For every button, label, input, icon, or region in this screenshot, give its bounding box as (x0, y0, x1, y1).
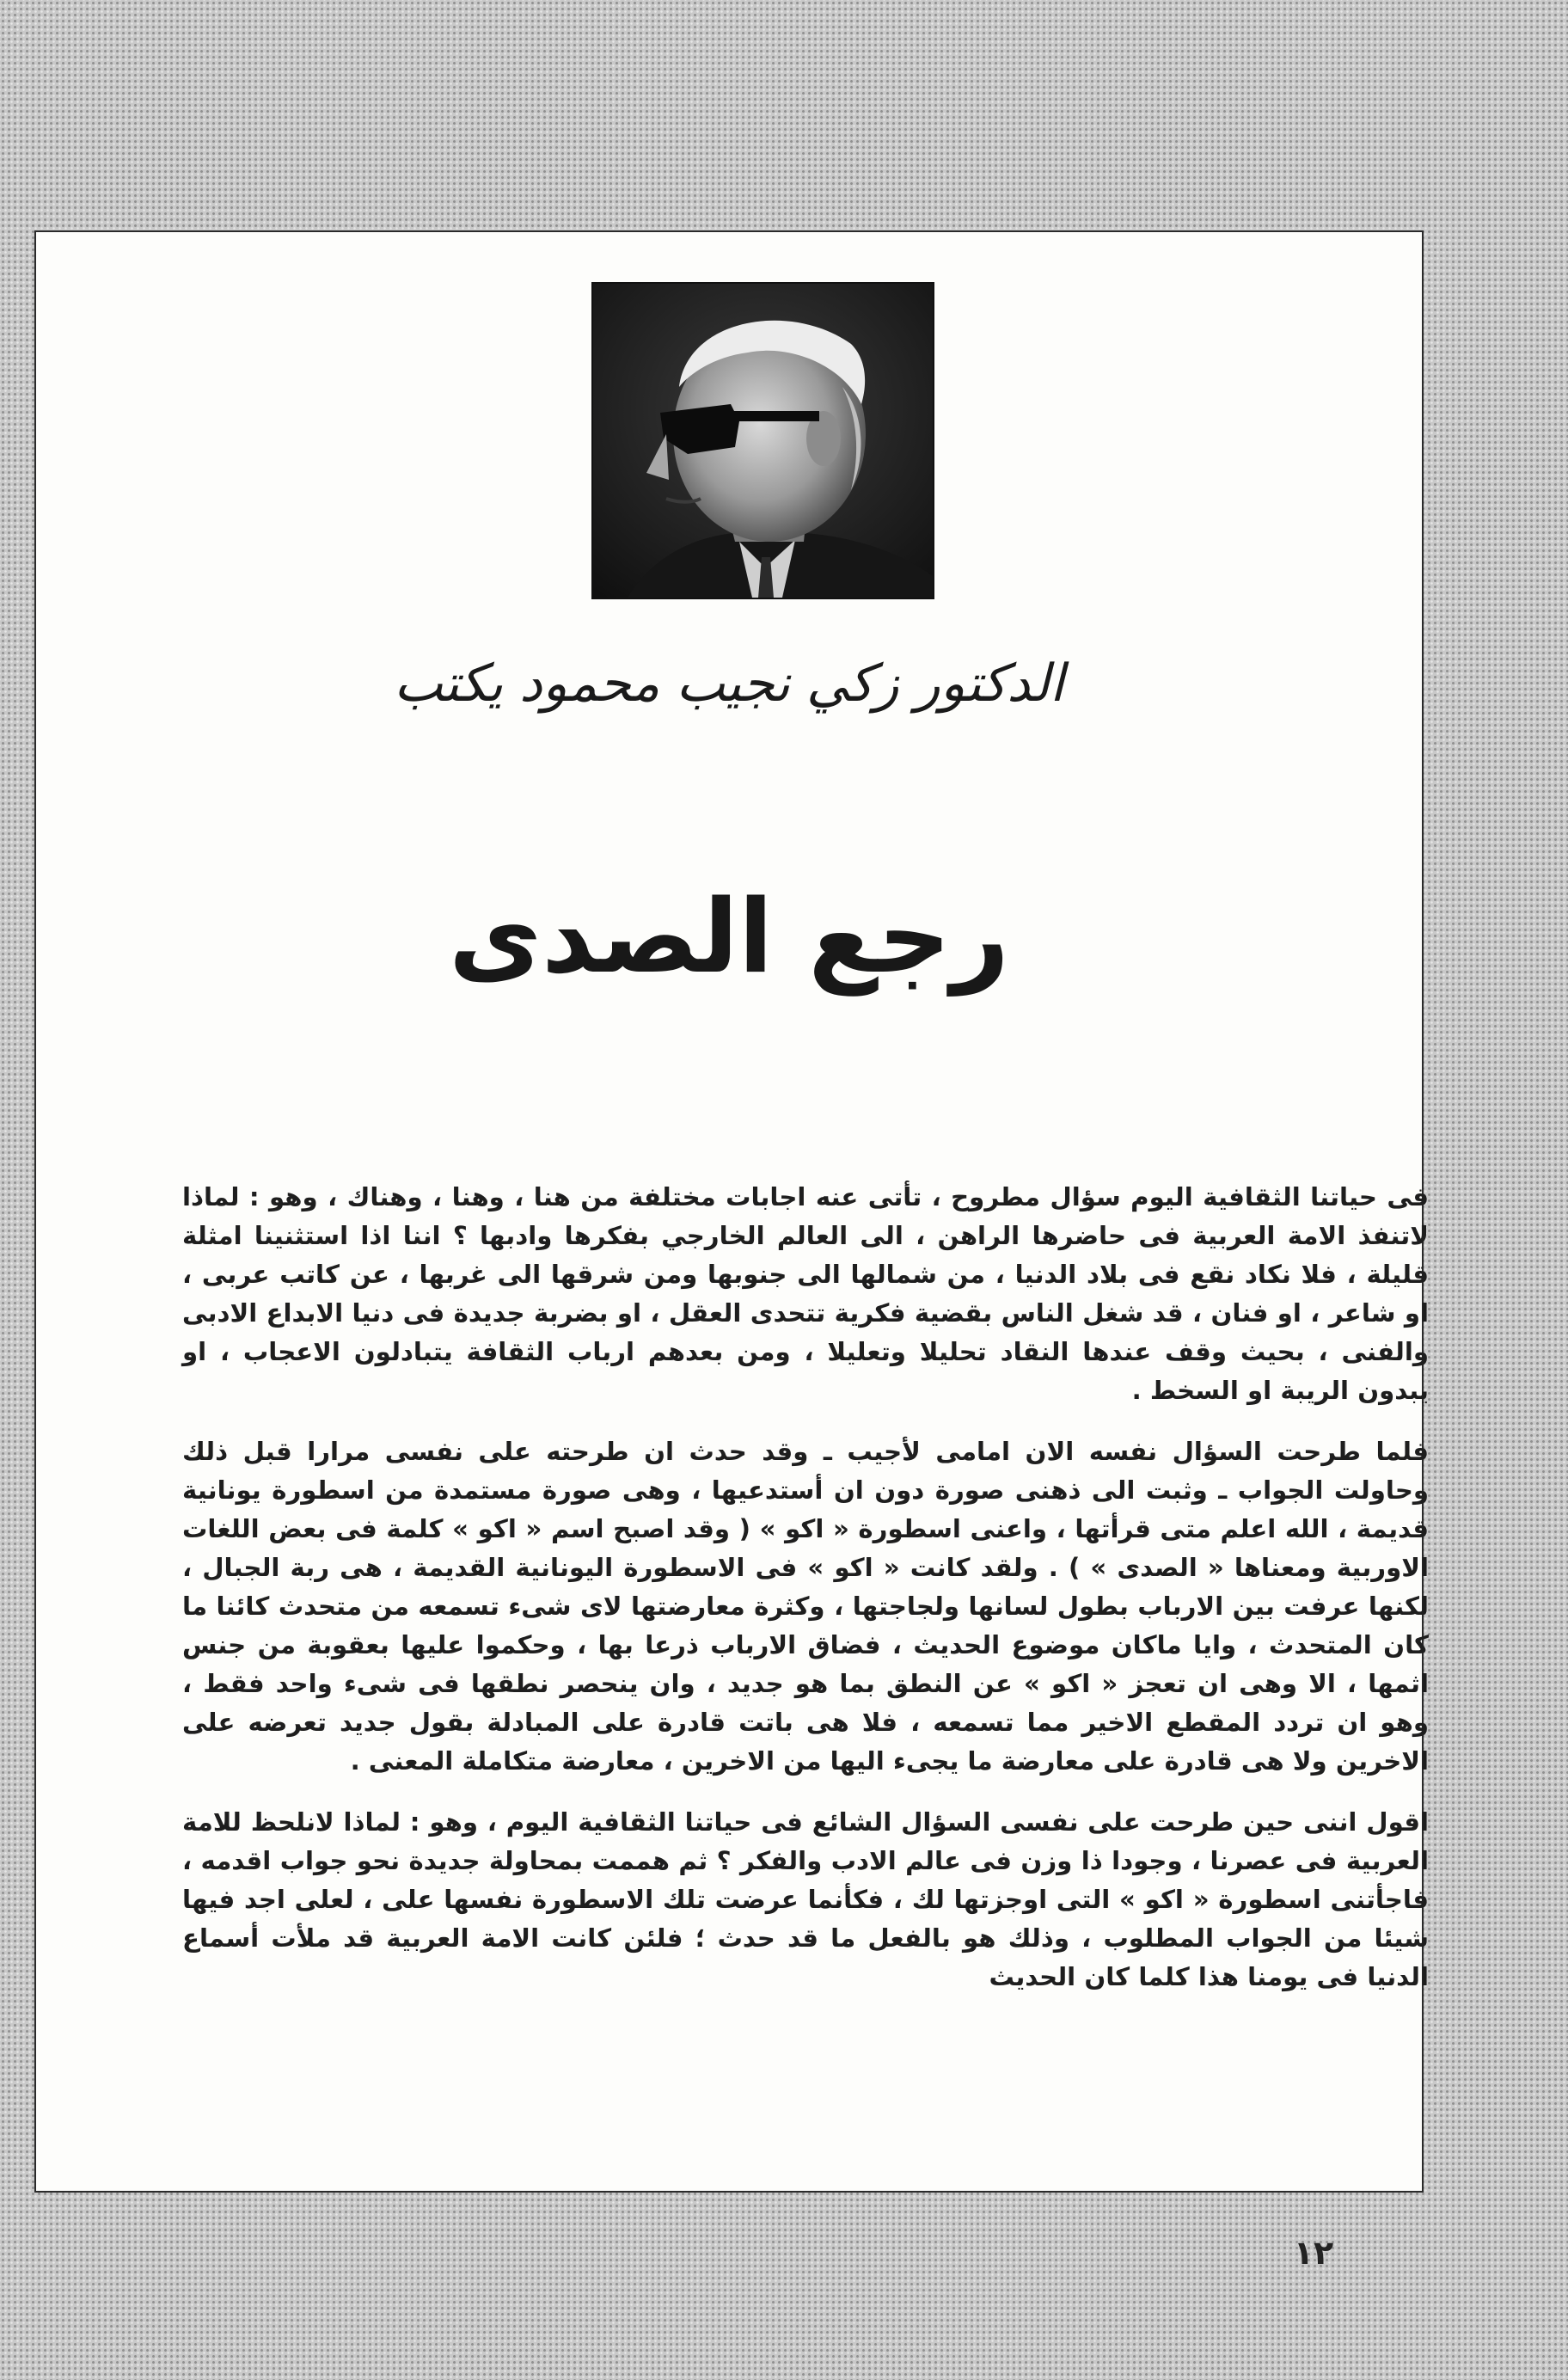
paragraph: اقول اننى حين طرحت على نفسى السؤال الشائع فى حياتنا الثقافية اليوم ، وهو : لماذا لانلحظ للامة العربية فى عصرنا ، وجودا ذا وزن فى عالم الادب والفكر ؟ ثم هممت بمحاولة جديدة نحو جواب اقدمه ، فاجأتنى اسطورة « اكو » التى اوجزتها لك ، فكأنما عرضت تلك الاسطورة نفسها على ، لعلى اجد فيها شيئا من الجواب المطلوب ، وذلك هو بالفعل ما قد حدث ؛ فلئن كانت الامة العربية قد ملأت أسماع الدنيا فى يومنا هذا كلما كان الحديث (182, 1807, 1429, 1991)
paragraph: فى حياتنا الثقافية اليوم سؤال مطروح ، تأتى عنه اجابات مختلفة من هنا ، وهنا ، وهناك ، وهو : لماذا لاتنفذ الامة العربية فى حاضرها الراهن ، الى العالم الخارجي بفكرها وادبها ؟ اننا اذا استثنينا امثلة قليلة ، فلا نكاد نقع فى بلاد الدنيا ، من شمالها الى جنوبها ومن شرقها الى غربها ، عن كاتب عربى ، او شاعر ، او فنان ، قد شغل الناس بقضية فكرية تتحدى العقل ، او بضربة جديدة فى دنيا الابداع الادبى والفنى ، بحيث وقف عندها النقاد تحليلا وتعليلا ، ومن بعدهم ارباب الثقافة يتبادلون الاعجاب ، او يبدون الريبة او السخط . (182, 1182, 1429, 1405)
author-byline: الدكتور زكي نجيب محمود يكتب (394, 653, 1064, 714)
article-body (182, 1178, 1429, 2019)
page-number: ١٢ (1293, 2234, 1334, 2272)
author-portrait (593, 284, 933, 598)
portrait-image (593, 284, 933, 598)
paragraph: فلما طرحت السؤال نفسه الان امامى لأجيب ـ وقد حدث ان طرحته على نفسى مرارا قبل ذلك وحاولت الجواب ـ وثبت الى ذهنى صورة دون ان أستدعيها ، وهى صورة مستمدة من اسطورة يونانية قديمة ، الله اعلم متى قرأتها ، واعنى اسطورة « اكو » ( وقد اصبح اسم « اكو » كلمة فى بعض اللغات الاوربية ومعناها « الصدى » ) . ولقد كانت « اكو » فى الاسطورة اليونانية القديمة ، هى ربة الجبال ، لكنها عرفت بين الارباب بطول لسانها ولجاجتها ، وكثرة معارضتها لاى شىء تسمعه من متحدث كائنا ما كان المتحدث ، وايا ماكان موضوع الحديث ، فضاق الارباب ذرعا بها ، وحكموا عليها بعقوبة من جنس اثمها ، الا وهى ان تعجز « اكو » عن النطق بما هو جديد ، وان ينحصر نطقها فى شىء واحد فقط ، وهو ان تردد المقطع الاخير مما تسمعه ، فلا هى باتت قادرة على المبادلة بقول جديد تعرضه على الاخرين ولا هى قادرة على معارضة ما يجىء اليها من الاخرين ، معارضة متكاملة المعنى . (182, 1437, 1429, 1776)
article-title: رجع الصدى (449, 877, 1009, 996)
